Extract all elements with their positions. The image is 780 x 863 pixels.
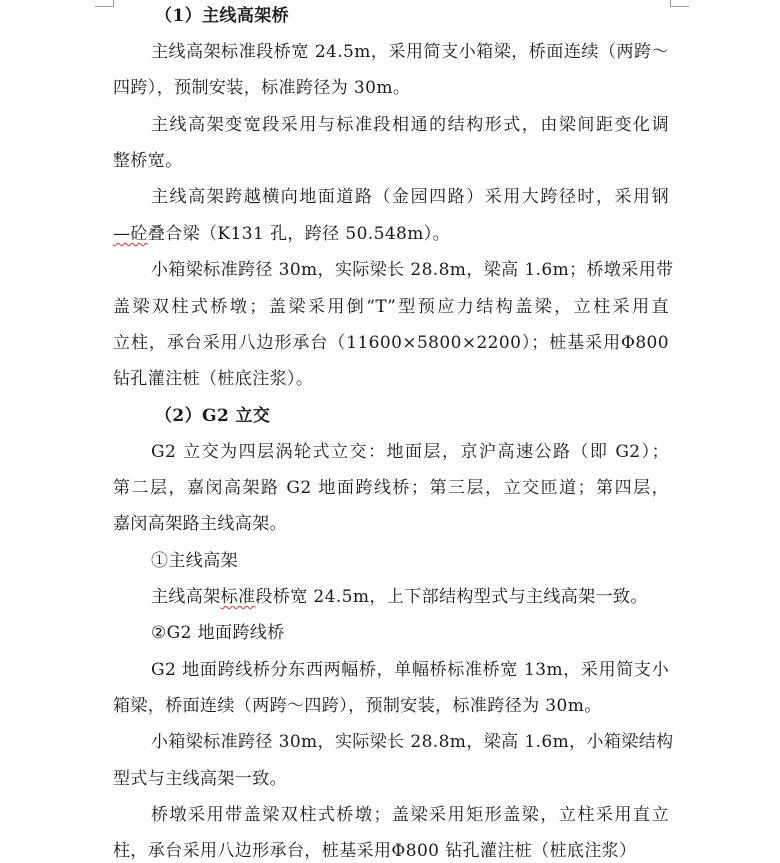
paragraph-line: 小箱梁标准跨径 30m，实际梁长 28.8m，梁高 1.6m；桥墩采用带 <box>151 260 674 280</box>
paragraph-text: 叠合梁（K131 孔，跨径 50.548m）。 <box>147 224 451 244</box>
margin-corner-mark-right <box>670 0 689 7</box>
paragraph-line <box>113 222 450 246</box>
section-heading-main-viaduct: （1）主线高架桥 <box>155 6 290 26</box>
paragraph-line: 小箱梁标准跨径 30m，实际梁长 28.8m，梁高 1.6m，小箱梁结构 <box>151 732 674 752</box>
paragraph-line: 桥墩采用带盖梁双柱式桥墩；盖梁采用矩形盖梁，立柱采用直立 <box>151 805 669 825</box>
subheading-main-viaduct: ①主线高架 <box>151 551 238 571</box>
paragraph-line: G2 地面跨线桥分东西两幅桥，单幅桥标准桥宽 13m，采用简支小 <box>151 660 669 680</box>
paragraph-line: 整桥宽。 <box>113 151 183 171</box>
paragraph-line: 盖梁双柱式桥墩；盖梁采用倒“T”型预应力结构盖梁，立柱采用直 <box>113 297 669 317</box>
section-heading-g2-interchange: （2）G2 立交 <box>155 406 271 426</box>
paragraph-text: 主线高架 <box>151 587 221 607</box>
paragraph-line: 型式与主线高架一致。 <box>113 769 287 789</box>
paragraph-line: 立柱，承台采用八边形承台（11600×5800×2200）；桩基采用Φ800 <box>113 333 669 353</box>
paragraph-line: 主线高架变宽段采用与标准段相通的结构形式，由梁间距变化调 <box>151 115 669 135</box>
subheading-g2-ground-bridge: ②G2 地面跨线桥 <box>151 623 285 643</box>
paragraph-line: 主线高架标准段桥宽 24.5m，采用简支小箱梁，桥面连续（两跨～ <box>151 42 669 62</box>
paragraph-line: 嘉闵高架路主线高架。 <box>113 514 287 534</box>
paragraph-line: 第二层，嘉闵高架路 G2 地面跨线桥；第三层，立交匝道；第四层， <box>113 478 669 498</box>
spellcheck-flagged-text[interactable]: —砼 <box>113 224 148 244</box>
spellcheck-flagged-text[interactable]: 标准 <box>220 587 256 607</box>
paragraph-line: 柱，承台采用八边形承台，桩基采用Φ800 钻孔灌注桩（桩底注浆） <box>113 841 637 861</box>
paragraph-line: 四跨），预制安装，标准跨径为 30m。 <box>113 78 411 98</box>
paragraph-line: 钻孔灌注桩（桩底注浆）。 <box>113 369 314 389</box>
margin-corner-mark-left <box>95 0 114 7</box>
paragraph-line <box>151 585 648 609</box>
paragraph-line: G2 立交为四层涡轮式立交：地面层，京沪高速公路（即 G2）； <box>151 442 669 462</box>
paragraph-line: 箱梁，桥面连续（两跨～四跨），预制安装，标准跨径为 30m。 <box>113 696 602 716</box>
paragraph-text: 段桥宽 24.5m，上下部结构型式与主线高架一致。 <box>255 587 648 607</box>
paragraph-line: 主线高架跨越横向地面道路（金园四路）采用大跨径时，采用钢 <box>151 187 669 207</box>
